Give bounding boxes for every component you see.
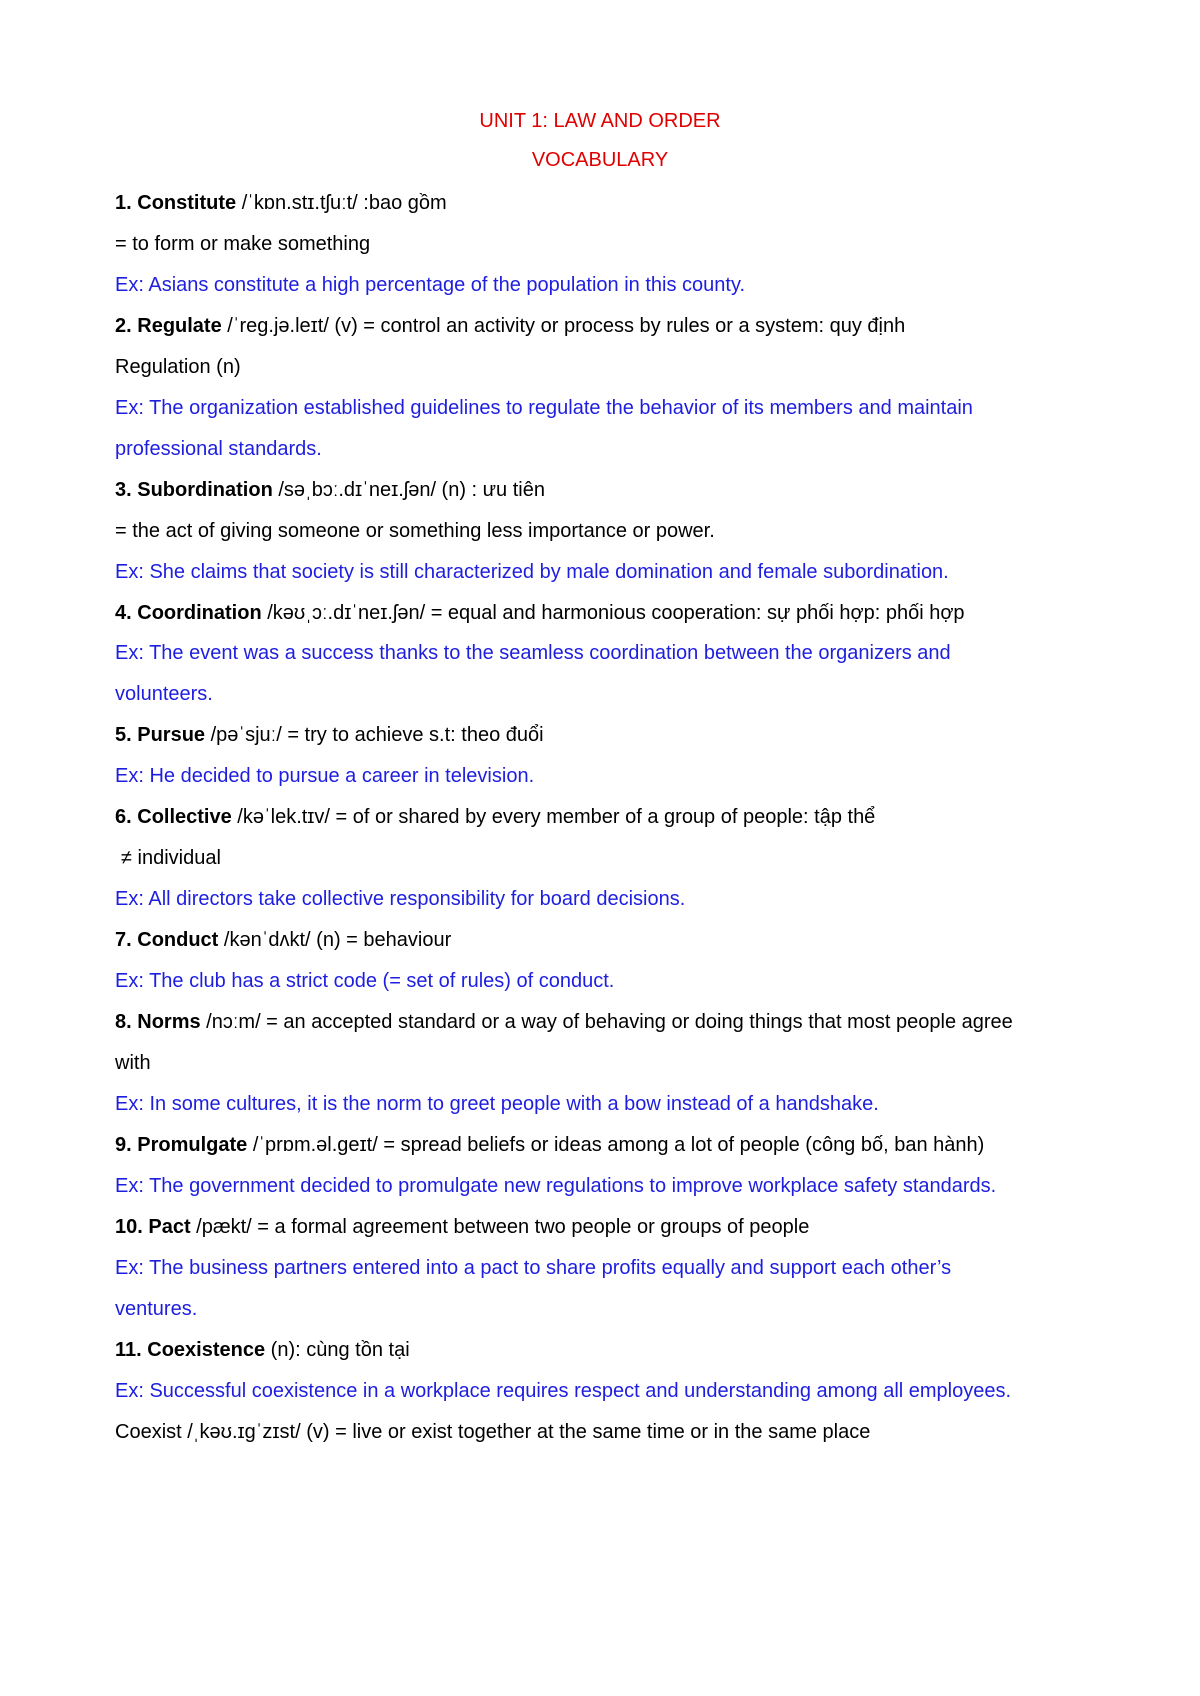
entry-definition: /ˈprɒm.əl.ɡeɪt/ = spread beliefs or ideas among a lot of people (công bố, ban hành) (247, 1133, 985, 1156)
entry-heading (115, 477, 1125, 503)
entry-word: Coordination (137, 601, 262, 624)
entry-note: = the act of giving someone or something less importance or power. (115, 519, 715, 542)
entry-heading (115, 190, 1125, 216)
entry-example: ventures. (115, 1297, 198, 1320)
entry-example: Ex: She claims that society is still characterized by male domination and female subordination. (115, 560, 949, 583)
entry-example: volunteers. (115, 683, 213, 706)
entry-definition: /kənˈdʌkt/ (n) = behaviour (218, 929, 452, 952)
entry-definition: /ˈkɒn.stɪ.tʃuːt/ :bao gồm (236, 192, 447, 214)
entry-note: with (115, 1051, 151, 1074)
entry-number: 3. (115, 478, 138, 501)
section-title: VOCABULARY (531, 149, 669, 171)
entry-word: Conduct (137, 929, 219, 952)
entry-word: Regulate (137, 314, 222, 337)
entry-definition: /kəʊˌɔː.dɪˈneɪ.ʃən/ = equal and harmonious cooperation: sự phối hợp: phối hợp (261, 601, 965, 624)
entry-example: professional standards. (115, 437, 322, 460)
entry-example: Ex: The club has a strict code (= set of rules) of conduct. (115, 970, 615, 993)
entry-heading (115, 313, 1125, 339)
entry-word: Promulgate (137, 1133, 248, 1156)
entry-heading (115, 1337, 1125, 1363)
entry-word: Collective (137, 806, 232, 829)
entry-definition: /pəˈsjuː/ = try to achieve s.t: theo đuổi (205, 724, 544, 747)
entry-number: 6. (115, 806, 138, 829)
entry-example: Ex: In some cultures, it is the norm to greet people with a bow instead of a handshake. (115, 1092, 879, 1115)
entry-word: Norms (137, 1011, 201, 1033)
entry-note: Regulation (n) (115, 355, 241, 378)
unit-title: UNIT 1: LAW AND ORDER (479, 110, 721, 132)
entry-definition: /ˈreg.jə.leɪt/ (v) = control an activity or process by rules or a system: quy định (221, 314, 906, 337)
entry-number: 9. (115, 1133, 138, 1156)
entry-word: Pursue (137, 724, 206, 747)
entry-example: Ex: Asians constitute a high percentage of the population in this county. (115, 273, 746, 296)
entry-example: Ex: Successful coexistence in a workplace requires respect and understanding among all employees. (115, 1379, 1012, 1402)
entry-heading (115, 722, 1125, 748)
entry-number: 11. (115, 1338, 148, 1361)
entry-note: = to form or make something (115, 232, 371, 255)
entry-word: Coexistence (147, 1338, 266, 1361)
entry-number: 5. (115, 724, 138, 747)
entry-heading (115, 1132, 1125, 1158)
entry-word: Pact (148, 1215, 191, 1238)
entry-definition: /nɔːm/ = an accepted standard or a way of behaving or doing things that most people agree (200, 1011, 1013, 1033)
entry-number: 8. (115, 1011, 138, 1033)
entry-number: 4. (115, 601, 138, 624)
entry-number: 7. (115, 929, 138, 952)
entry-heading (115, 804, 1125, 830)
entry-number: 10. (115, 1215, 149, 1238)
entry-definition: /səˌbɔː.dɪˈneɪ.ʃən/ (n) : ưu tiên (272, 478, 545, 501)
entry-number: 1. (115, 192, 138, 214)
entry-heading (115, 1214, 1125, 1240)
entry-example: Ex: The event was a success thanks to the seamless coordination between the organizers and (115, 642, 951, 665)
entry-heading (115, 1009, 1125, 1035)
entry-heading (115, 927, 1125, 953)
entry-definition: /kəˈlek.tɪv/ = of or shared by every member of a group of people: tập thể (231, 806, 876, 829)
entry-note: ≠ individual (121, 847, 221, 870)
entry-note: Coexist /ˌkəʊ.ɪɡˈzɪst/ (v) = live or exist together at the same time or in the same place (115, 1420, 871, 1443)
entry-example: Ex: The organization established guidelines to regulate the behavior of its members and maintain (115, 396, 973, 419)
entry-definition: /pækt/ = a formal agreement between two people or groups of people (190, 1215, 810, 1238)
entry-example: Ex: He decided to pursue a career in television. (115, 765, 535, 788)
entry-word: Constitute (137, 192, 237, 214)
entry-word: Subordination (137, 478, 273, 501)
entry-example: Ex: All directors take collective responsibility for board decisions. (115, 888, 686, 911)
entry-example: Ex: The business partners entered into a pact to share profits equally and support each other’s (115, 1256, 952, 1279)
entry-example: Ex: The government decided to promulgate new regulations to improve workplace safety standards. (115, 1174, 997, 1197)
entry-definition: (n): cùng tồn tại (265, 1338, 410, 1361)
entry-number: 2. (115, 314, 138, 337)
entry-heading (115, 600, 1125, 626)
